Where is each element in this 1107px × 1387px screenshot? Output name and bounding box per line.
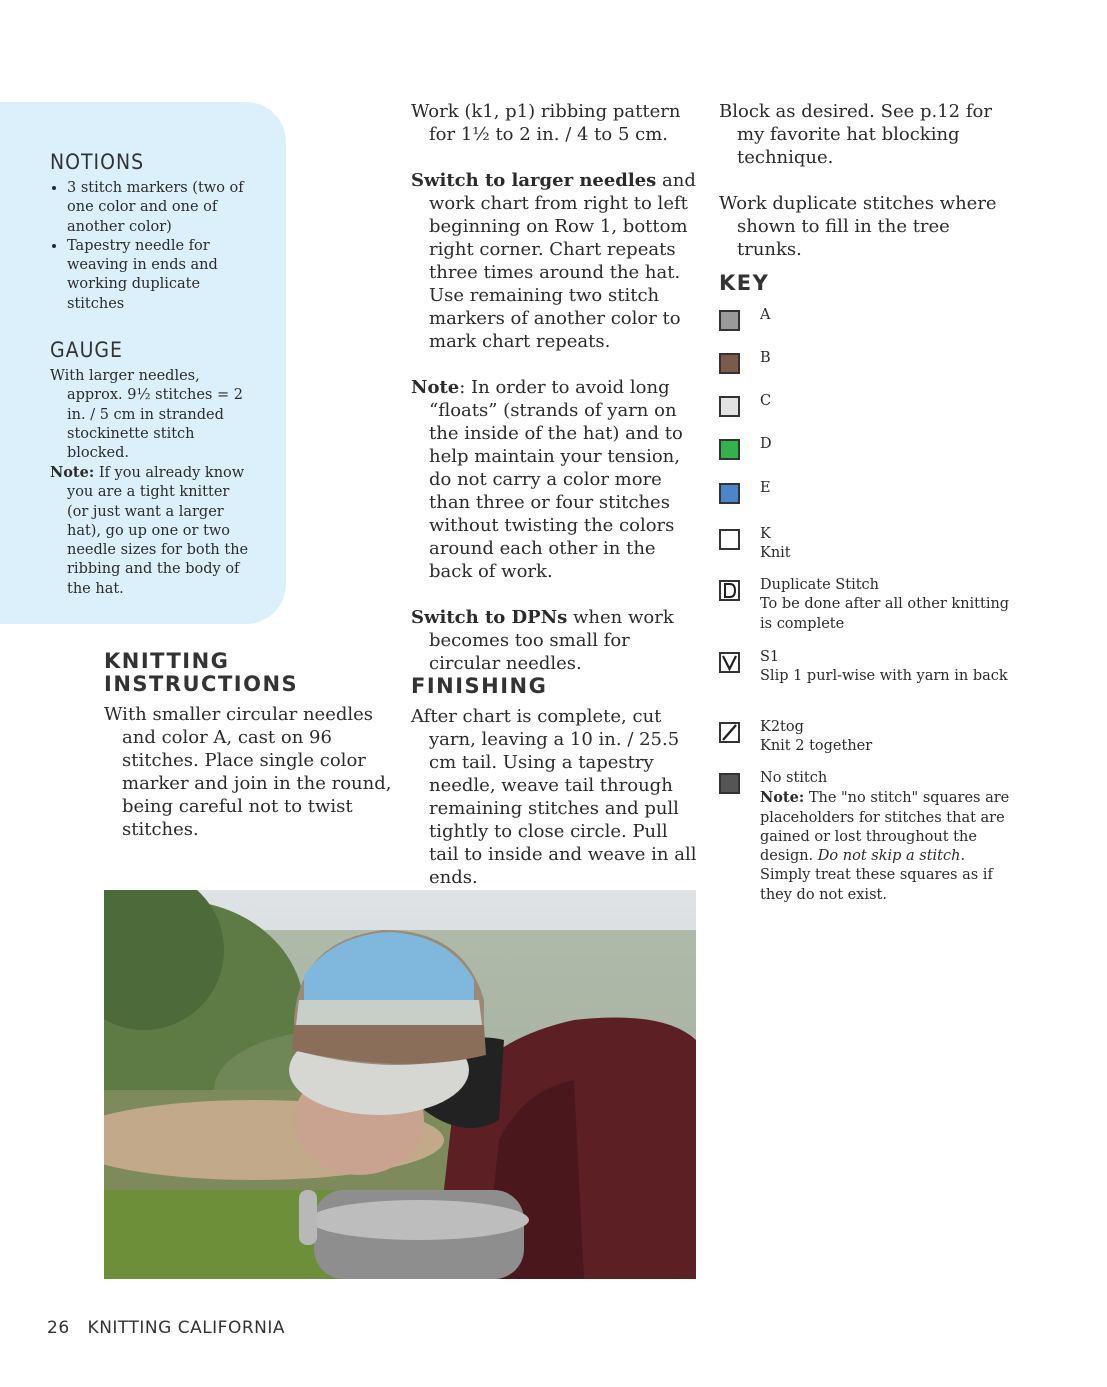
swatch-c (719, 396, 740, 417)
gauge-text: With larger needles, approx. 9½ stitches = 2 in. / 5 cm in stranded stockinette stitch blocked. (50, 368, 243, 462)
knitting-instructions-text: With smaller circular needles and color A, cast on 96 stitches. Place single color marker and join in the round, being careful not to twist stitches. (104, 704, 392, 840)
swatch-knit (719, 529, 740, 550)
duplicate-stitch-paragraph: Work duplicate stitches where shown to fill in the tree trunks. (719, 193, 997, 260)
list-item: • Tapestry needle for weaving in ends and working duplicate stitches (67, 237, 250, 314)
list-item: • 3 stitch markers (two of one color and one of another color) (67, 179, 250, 237)
page-number: 26 (47, 1318, 70, 1338)
book-title: KNITTING CALIFORNIA (87, 1318, 286, 1338)
slip-stitch-symbol-icon (719, 652, 740, 673)
knitting-instructions-heading: KNITTING INSTRUCTIONS (104, 649, 299, 696)
finishing-heading: FINISHING (411, 674, 548, 698)
dpns-paragraph: Switch to DPNs when work becomes too small for circular needles. (411, 607, 674, 674)
right-column (719, 100, 1019, 284)
sidebar-note (50, 463, 250, 599)
note-label: Note: (50, 464, 95, 481)
note-text: If you already know you are a tight knitter (or just want a larger hat), go up one or two needle sizes for both the ribbing and the body of the hat. (67, 465, 249, 597)
finishing-text: After chart is complete, cut yarn, leaving a 10 in. / 25.5 cm tail. Using a tapestry needle, weave tail through remaining stitches and pull tightly to close circle. Pull tail to inside and weave in all ends. (411, 706, 697, 888)
duplicate-stitch-symbol-icon (719, 580, 740, 601)
notions-list (50, 179, 250, 314)
k2tog-symbol-icon (719, 722, 740, 743)
swatch-no-stitch (719, 773, 740, 794)
ribbing-paragraph: Work (k1, p1) ribbing pattern for 1½ to 2 in. / 4 to 5 cm. (411, 101, 681, 145)
larger-needles-paragraph: Switch to larger needles and work chart from right to left beginning on Row 1, bottom right corner. Chart repeats three times around the hat. Use remaining two stitch markers of another color to mark chart repeats. (411, 170, 696, 352)
page-footer (47, 1318, 285, 1338)
gauge-heading: GAUGE (50, 338, 123, 362)
notions-heading: NOTIONS (50, 150, 145, 174)
swatch-d (719, 439, 740, 460)
middle-column (411, 100, 701, 698)
swatch-b (719, 353, 740, 374)
key-heading: KEY (719, 271, 770, 295)
swatch-a (719, 310, 740, 331)
blocking-paragraph: Block as desired. See p.12 for my favorite hat blocking technique. (719, 101, 992, 168)
no-stitch-note: Note: The "no stitch" squares are placeholders for stitches that are gained or lost throughout the design. Do not skip a stitch. Simply treat these squares as if they do not exist. (760, 789, 1010, 903)
swatch-e (719, 483, 740, 504)
hat-photo (104, 890, 696, 1279)
floats-note-paragraph: Note: In order to avoid long “floats” (strands of yarn on the inside of the hat) and to help maintain your tension, do not carry a color more than three or four stitches without twisting the colors around each other in the back of work. (411, 377, 683, 582)
